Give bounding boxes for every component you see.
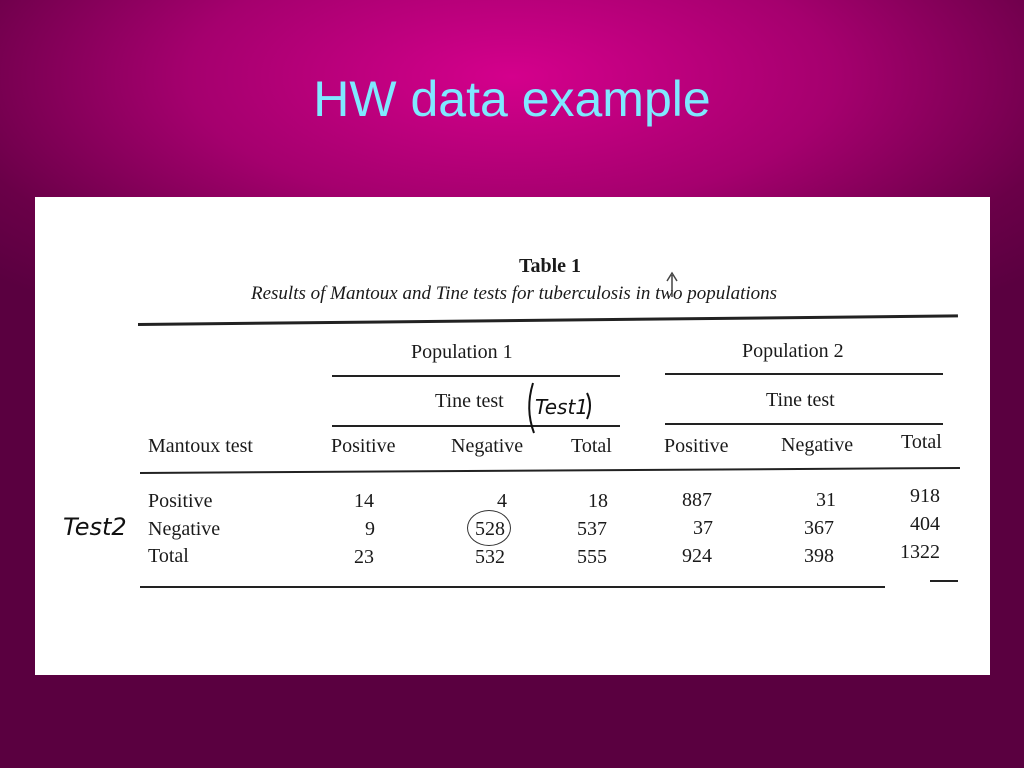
table-cell: 924 <box>682 545 712 567</box>
column-header: Negative <box>451 435 524 457</box>
population-1-header: Population 1 <box>411 341 513 363</box>
table-cell: 532 <box>475 546 505 568</box>
table-cell: 887 <box>682 489 712 511</box>
tine-test-2-header: Tine test <box>766 389 835 411</box>
paren-right <box>587 393 590 419</box>
table-cell: 4 <box>497 490 507 512</box>
table-cell: 555 <box>577 546 607 568</box>
slide-title: HW data example <box>313 71 711 127</box>
table-cell: 404 <box>910 513 940 535</box>
table-cell: 37 <box>693 517 713 539</box>
paren-left <box>529 383 534 433</box>
column-header: Positive <box>664 435 729 457</box>
handwritten-marks <box>35 197 990 675</box>
table-cell: 398 <box>804 545 834 567</box>
row-label: Positive <box>148 490 213 512</box>
table-cell: 14 <box>354 490 374 512</box>
column-header: Positive <box>331 435 396 457</box>
table-cell: 367 <box>804 517 834 539</box>
table-cell: 918 <box>910 485 940 507</box>
population-2-header: Population 2 <box>742 340 844 362</box>
column-header: Total <box>901 431 942 453</box>
table-caption: Results of Mantoux and Tine tests for tuberculosis in two populations <box>251 283 778 304</box>
scanned-table-image <box>35 197 990 675</box>
table-cell: 537 <box>577 518 607 540</box>
handwritten-test2-note: Test2 <box>63 513 127 541</box>
table-cell: 31 <box>816 489 836 511</box>
table-number: Table 1 <box>519 255 582 277</box>
handwritten-test1-note: Test1 <box>535 395 589 419</box>
row-header-label: Mantoux test <box>148 435 253 457</box>
tine-test-1-header: Tine test <box>435 390 504 412</box>
table-cell: 18 <box>588 490 608 512</box>
column-header: Negative <box>781 434 854 456</box>
table-cell: 9 <box>365 518 375 540</box>
arrow-mark <box>667 273 677 297</box>
row-label: Total <box>148 545 189 567</box>
table-cell: 23 <box>354 546 374 568</box>
row-label: Negative <box>148 518 221 540</box>
table-cell: 528 <box>475 518 505 540</box>
table-cell: 1322 <box>900 541 940 563</box>
column-header: Total <box>571 435 612 457</box>
